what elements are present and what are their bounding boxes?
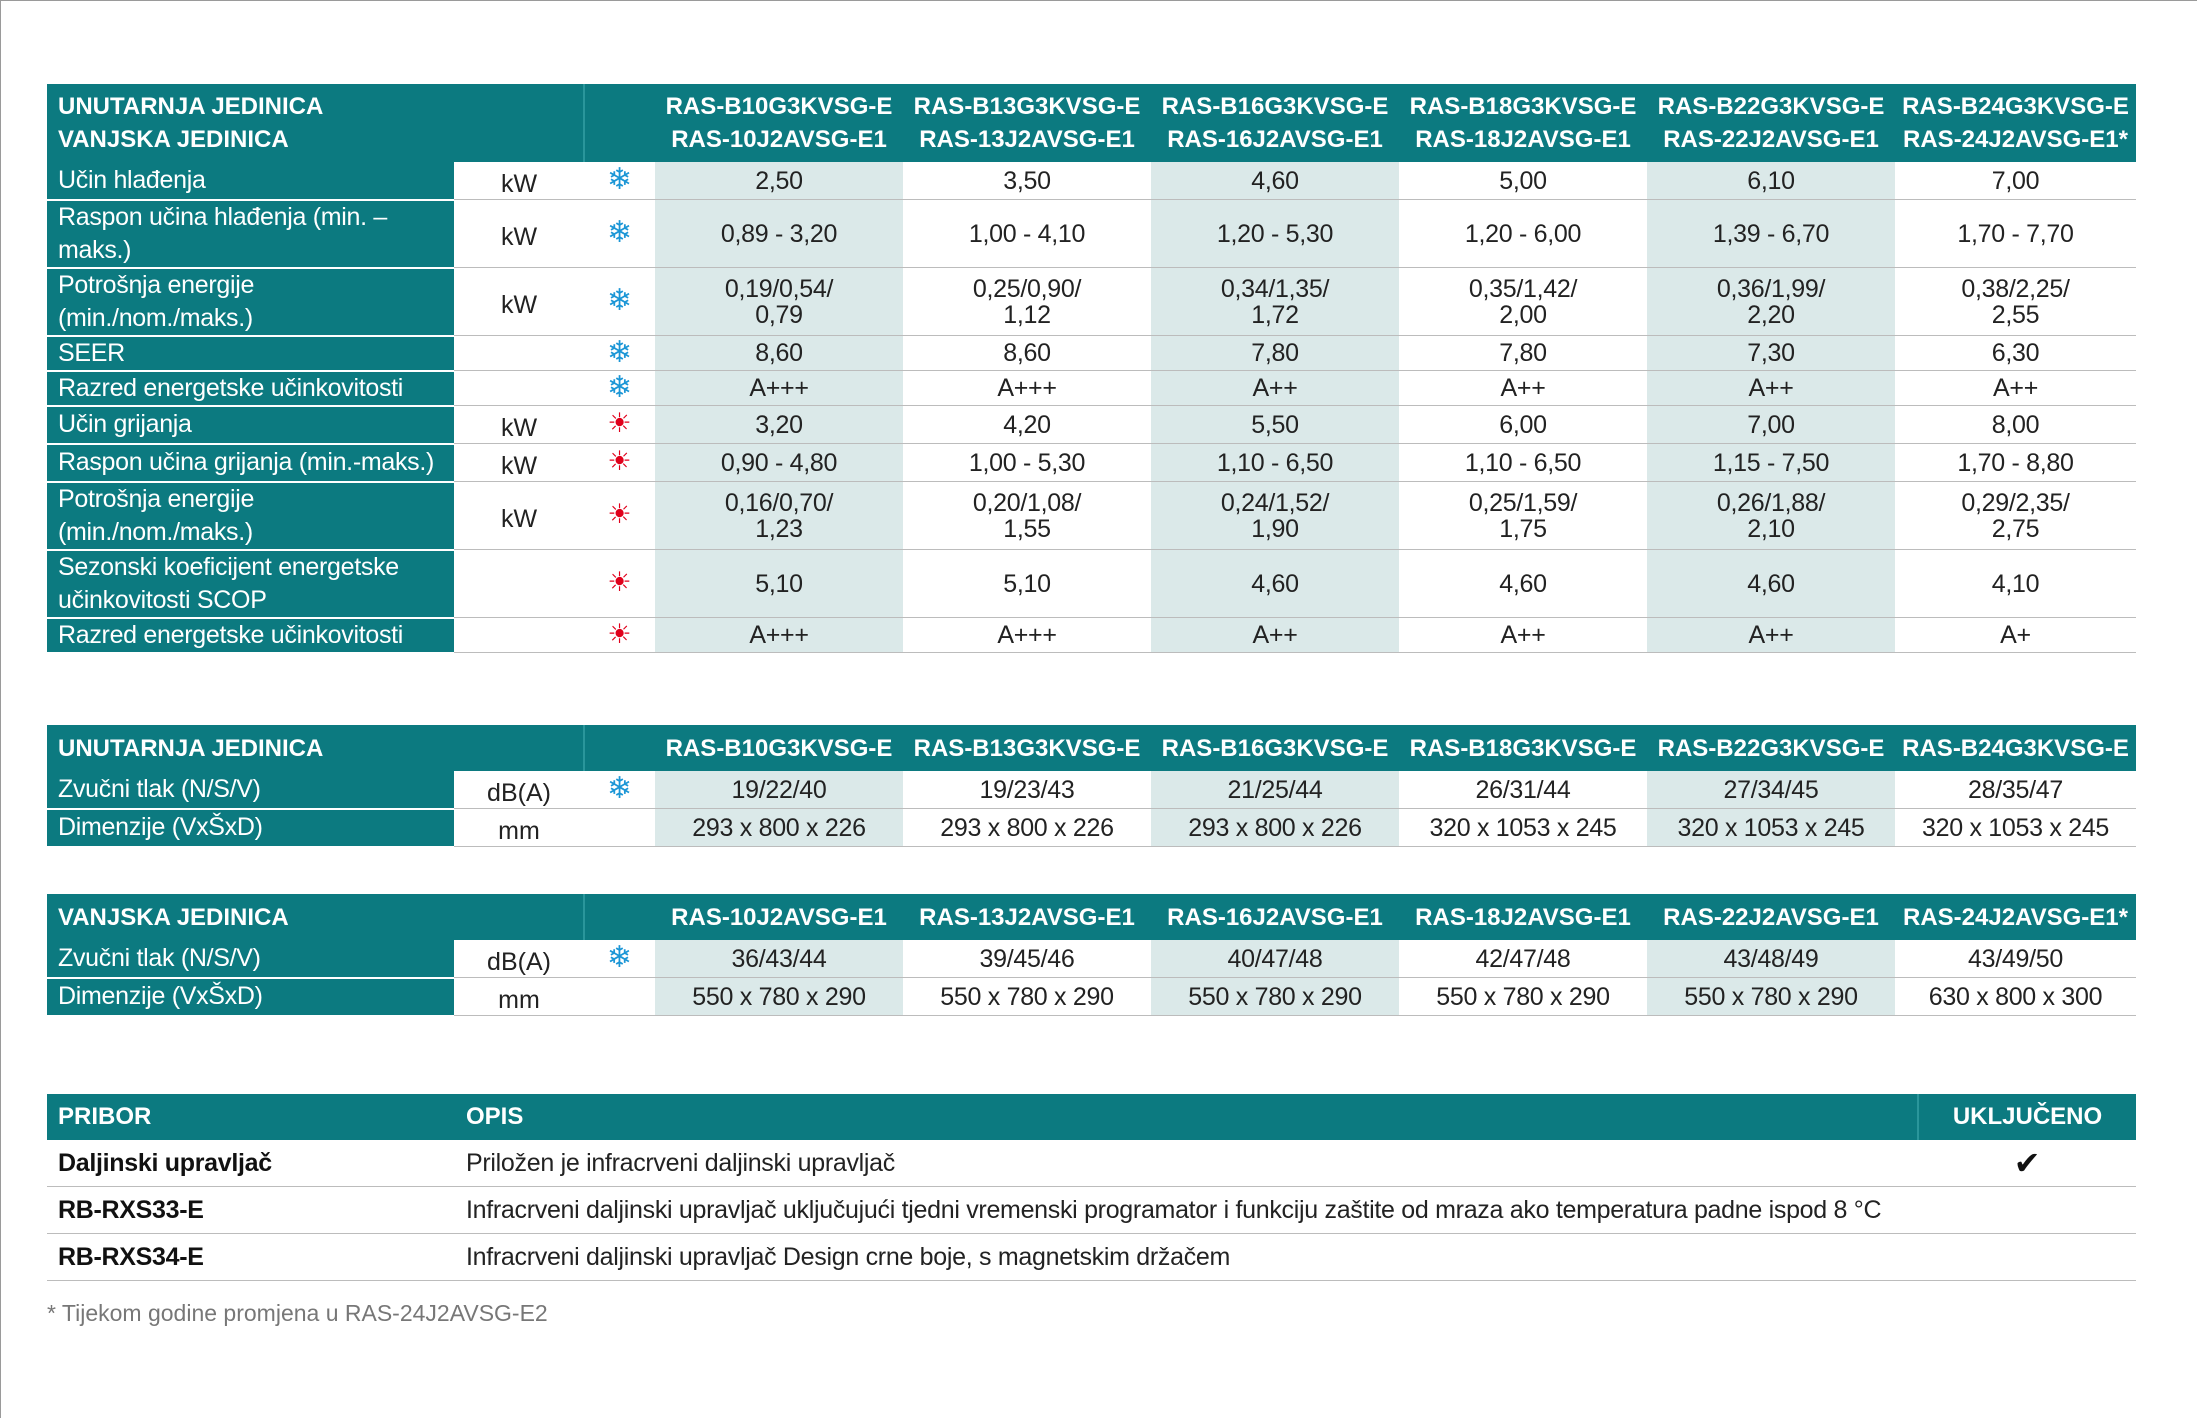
value-cell: 0,36/1,99/ 2,20 xyxy=(1647,268,1895,336)
sun-icon: ☀ xyxy=(607,446,632,476)
value-cell: 1,20 - 5,30 xyxy=(1151,200,1399,268)
included-cell-empty xyxy=(1918,1187,2136,1234)
snowflake-icon: ❄ xyxy=(606,216,633,249)
value-cell: A+++ xyxy=(655,618,903,653)
value-cell: 8,60 xyxy=(903,336,1151,371)
value-cell: 21/25/44 xyxy=(1151,771,1399,809)
row-mode-icon-cell xyxy=(584,771,655,809)
value-cell: A++ xyxy=(1399,371,1647,406)
row-unit: mm xyxy=(454,809,584,847)
value-cell: 0,25/1,59/ 1,75 xyxy=(1399,482,1647,550)
model-header: RAS-22J2AVSG-E1 xyxy=(1647,894,1895,940)
table-row xyxy=(47,371,2136,406)
row-label: Potrošnja energije (min./nom./maks.) xyxy=(47,482,454,550)
value-cell: 550 x 780 x 290 xyxy=(1399,978,1647,1016)
table-row xyxy=(47,940,2136,978)
snowflake-icon: ❄ xyxy=(606,941,633,974)
row-unit: kW xyxy=(454,406,584,444)
value-cell: 0,19/0,54/ 0,79 xyxy=(655,268,903,336)
model-header: RAS-10J2AVSG-E1 xyxy=(655,894,903,940)
table-row xyxy=(47,162,2136,200)
header-unit-types xyxy=(47,84,584,162)
value-cell: A+++ xyxy=(655,371,903,406)
value-cell: 8,60 xyxy=(655,336,903,371)
value-cell: 3,50 xyxy=(903,162,1151,200)
value-cell: 7,00 xyxy=(1647,406,1895,444)
row-unit: dB(A) xyxy=(454,940,584,978)
row-mode-icon-cell xyxy=(584,162,655,200)
value-cell: 5,10 xyxy=(903,550,1151,618)
value-cell: 2,50 xyxy=(655,162,903,200)
row-mode-icon-cell xyxy=(584,940,655,978)
row-unit xyxy=(454,371,584,406)
row-label: Razred energetske učinkovitosti xyxy=(47,618,454,653)
value-cell: 550 x 780 x 290 xyxy=(903,978,1151,1016)
row-mode-icon-cell xyxy=(584,809,655,847)
accessories-table xyxy=(47,1094,2136,1281)
model-header: RAS-B22G3KVSG-E RAS-22J2AVSG-E1 xyxy=(1647,84,1895,162)
accessory-description: Infracrveni daljinski upravljač uključujući tjedni vremenski programator i funkciju zaštite od mraza ako temperatura padne ispod 8 °C xyxy=(455,1187,1918,1234)
accessory-row xyxy=(47,1187,2136,1234)
value-cell: 320 x 1053 x 245 xyxy=(1647,809,1895,847)
row-unit: kW xyxy=(454,444,584,482)
row-mode-icon-cell xyxy=(584,482,655,550)
value-cell: A++ xyxy=(1151,371,1399,406)
value-cell: A+ xyxy=(1895,618,2136,653)
accessory-name: RB-RXS34-E xyxy=(47,1234,455,1281)
value-cell: 42/47/48 xyxy=(1399,940,1647,978)
accessory-description: Priložen je infracrveni daljinski upravljač xyxy=(455,1140,1918,1187)
row-label: Razred energetske učinkovitosti xyxy=(47,371,454,406)
value-cell: A++ xyxy=(1647,618,1895,653)
accessory-name: RB-RXS33-E xyxy=(47,1187,455,1234)
row-mode-icon-cell xyxy=(584,550,655,618)
value-cell: 0,34/1,35/ 1,72 xyxy=(1151,268,1399,336)
value-cell: 3,20 xyxy=(655,406,903,444)
value-cell: 550 x 780 x 290 xyxy=(1151,978,1399,1016)
model-header: RAS-13J2AVSG-E1 xyxy=(903,894,1151,940)
value-cell: 6,00 xyxy=(1399,406,1647,444)
model-header: RAS-B24G3KVSG-E RAS-24J2AVSG-E1* xyxy=(1895,84,2136,162)
value-cell: 293 x 800 x 226 xyxy=(1151,809,1399,847)
accessory-description: Infracrveni daljinski upravljač Design crne boje, s magnetskim držačem xyxy=(455,1234,1918,1281)
check-icon: ✔ xyxy=(1918,1140,2136,1187)
row-unit: kW xyxy=(454,200,584,268)
model-header: RAS-B18G3KVSG-E xyxy=(1399,725,1647,771)
row-label: Raspon učina hlađenja (min. – maks.) xyxy=(47,200,454,268)
row-unit: kW xyxy=(454,162,584,200)
value-cell: 19/22/40 xyxy=(655,771,903,809)
value-cell: 28/35/47 xyxy=(1895,771,2136,809)
value-cell: 0,20/1,08/ 1,55 xyxy=(903,482,1151,550)
row-mode-icon-cell xyxy=(584,371,655,406)
value-cell: 550 x 780 x 290 xyxy=(655,978,903,1016)
value-cell: 293 x 800 x 226 xyxy=(903,809,1151,847)
value-cell: 0,25/0,90/ 1,12 xyxy=(903,268,1151,336)
value-cell: 0,24/1,52/ 1,90 xyxy=(1151,482,1399,550)
model-header: RAS-B13G3KVSG-E xyxy=(903,725,1151,771)
model-header: RAS-B22G3KVSG-E xyxy=(1647,725,1895,771)
value-cell: A++ xyxy=(1647,371,1895,406)
value-cell: 4,60 xyxy=(1647,550,1895,618)
value-cell: 1,15 - 7,50 xyxy=(1647,444,1895,482)
row-mode-icon-cell xyxy=(584,444,655,482)
value-cell: 4,60 xyxy=(1399,550,1647,618)
value-cell: 6,30 xyxy=(1895,336,2136,371)
table-header-row xyxy=(47,725,2136,771)
value-cell: 630 x 800 x 300 xyxy=(1895,978,2136,1016)
row-label: Dimenzije (VxŠxD) xyxy=(47,809,454,847)
header-blank xyxy=(584,894,655,940)
model-header: RAS-B13G3KVSG-E RAS-13J2AVSG-E1 xyxy=(903,84,1151,162)
value-cell: 4,20 xyxy=(903,406,1151,444)
row-unit: mm xyxy=(454,978,584,1016)
table-row xyxy=(47,618,2136,653)
row-unit xyxy=(454,550,584,618)
value-cell: 40/47/48 xyxy=(1151,940,1399,978)
row-label: Potrošnja energije (min./nom./maks.) xyxy=(47,268,454,336)
row-unit: kW xyxy=(454,482,584,550)
snowflake-icon: ❄ xyxy=(606,284,633,317)
header-indoor-label: UNUTARNJA JEDINICA xyxy=(47,725,584,771)
value-cell: 43/48/49 xyxy=(1647,940,1895,978)
value-cell: 550 x 780 x 290 xyxy=(1647,978,1895,1016)
value-cell: 43/49/50 xyxy=(1895,940,2136,978)
value-cell: 0,29/2,35/ 2,75 xyxy=(1895,482,2136,550)
value-cell: 0,35/1,42/ 2,00 xyxy=(1399,268,1647,336)
row-mode-icon-cell xyxy=(584,618,655,653)
row-unit: kW xyxy=(454,268,584,336)
model-header: RAS-B18G3KVSG-E RAS-18J2AVSG-E1 xyxy=(1399,84,1647,162)
model-header: RAS-B24G3KVSG-E xyxy=(1895,725,2136,771)
snowflake-icon: ❄ xyxy=(606,772,633,805)
value-cell: 27/34/45 xyxy=(1647,771,1895,809)
table-row xyxy=(47,482,2136,550)
header-blank xyxy=(584,725,655,771)
value-cell: 0,26/1,88/ 2,10 xyxy=(1647,482,1895,550)
value-cell: 1,39 - 6,70 xyxy=(1647,200,1895,268)
table-row xyxy=(47,200,2136,268)
value-cell: 26/31/44 xyxy=(1399,771,1647,809)
value-cell: 4,10 xyxy=(1895,550,2136,618)
value-cell: 7,00 xyxy=(1895,162,2136,200)
value-cell: 5,00 xyxy=(1399,162,1647,200)
table-header-row xyxy=(47,894,2136,940)
value-cell: 1,10 - 6,50 xyxy=(1151,444,1399,482)
spec-table-outdoor xyxy=(47,894,2136,1017)
header-indoor-label: UNUTARNJA JEDINICA xyxy=(58,93,324,120)
value-cell: A++ xyxy=(1399,618,1647,653)
header-outdoor-label: VANJSKA JEDINICA xyxy=(47,894,584,940)
row-label: Dimenzije (VxŠxD) xyxy=(47,978,454,1016)
row-label: SEER xyxy=(47,336,454,371)
table-row xyxy=(47,444,2136,482)
header-accessory: PRIBOR xyxy=(47,1094,455,1140)
snowflake-icon: ❄ xyxy=(606,163,633,196)
value-cell: 1,10 - 6,50 xyxy=(1399,444,1647,482)
value-cell: 4,60 xyxy=(1151,550,1399,618)
row-label: Učin hlađenja xyxy=(47,162,454,200)
model-header: RAS-B16G3KVSG-E RAS-16J2AVSG-E1 xyxy=(1151,84,1399,162)
value-cell: 5,10 xyxy=(655,550,903,618)
row-mode-icon-cell xyxy=(584,978,655,1016)
row-label: Sezonski koeficijent energetske učinkovitosti SCOP xyxy=(47,550,454,618)
value-cell: 293 x 800 x 226 xyxy=(655,809,903,847)
table-row xyxy=(47,771,2136,809)
model-header: RAS-B16G3KVSG-E xyxy=(1151,725,1399,771)
value-cell: 1,00 - 4,10 xyxy=(903,200,1151,268)
spec-table-main xyxy=(47,84,2136,654)
table-row xyxy=(47,550,2136,618)
model-header: RAS-16J2AVSG-E1 xyxy=(1151,894,1399,940)
value-cell: 320 x 1053 x 245 xyxy=(1895,809,2136,847)
table-header-row xyxy=(47,84,2136,162)
snowflake-icon: ❄ xyxy=(606,335,633,369)
value-cell: 0,90 - 4,80 xyxy=(655,444,903,482)
accessory-row xyxy=(47,1234,2136,1281)
table-row xyxy=(47,336,2136,371)
value-cell: 7,30 xyxy=(1647,336,1895,371)
sun-icon: ☀ xyxy=(607,618,632,649)
value-cell: 1,70 - 8,80 xyxy=(1895,444,2136,482)
value-cell: 6,10 xyxy=(1647,162,1895,200)
value-cell: 19/23/43 xyxy=(903,771,1151,809)
sun-icon: ☀ xyxy=(607,567,632,597)
value-cell: A+++ xyxy=(903,618,1151,653)
value-cell: 5,50 xyxy=(1151,406,1399,444)
model-header: RAS-18J2AVSG-E1 xyxy=(1399,894,1647,940)
table-row xyxy=(47,809,2136,847)
model-header: RAS-24J2AVSG-E1* xyxy=(1895,894,2136,940)
value-cell: 1,00 - 5,30 xyxy=(903,444,1151,482)
value-cell: 1,20 - 6,00 xyxy=(1399,200,1647,268)
value-cell: 0,38/2,25/ 2,55 xyxy=(1895,268,2136,336)
table-row xyxy=(47,406,2136,444)
table-row xyxy=(47,268,2136,336)
footnote: * Tijekom godine promjena u RAS-24J2AVSG-E2 xyxy=(47,1300,548,1326)
value-cell: 0,16/0,70/ 1,23 xyxy=(655,482,903,550)
sun-icon: ☀ xyxy=(607,408,632,438)
row-mode-icon-cell xyxy=(584,336,655,371)
header-blank xyxy=(584,84,655,162)
row-mode-icon-cell xyxy=(584,200,655,268)
row-label: Raspon učina grijanja (min.-maks.) xyxy=(47,444,454,482)
row-label: Učin grijanja xyxy=(47,406,454,444)
header-included: UKLJUČENO xyxy=(1918,1094,2136,1140)
header-description: OPIS xyxy=(455,1094,1918,1140)
sun-icon: ☀ xyxy=(607,499,632,529)
accessory-name: Daljinski upravljač xyxy=(47,1140,455,1187)
value-cell: 8,00 xyxy=(1895,406,2136,444)
accessory-row xyxy=(47,1140,2136,1187)
row-mode-icon-cell xyxy=(584,406,655,444)
value-cell: A++ xyxy=(1151,618,1399,653)
value-cell: 36/43/44 xyxy=(655,940,903,978)
row-unit xyxy=(454,618,584,653)
snowflake-icon: ❄ xyxy=(606,370,633,404)
table-header-row xyxy=(47,1094,2136,1140)
value-cell: A++ xyxy=(1895,371,2136,406)
value-cell: A+++ xyxy=(903,371,1151,406)
value-cell: 7,80 xyxy=(1399,336,1647,371)
row-label: Zvučni tlak (N/S/V) xyxy=(47,940,454,978)
header-outdoor-label: VANJSKA JEDINICA xyxy=(58,126,289,153)
row-label: Zvučni tlak (N/S/V) xyxy=(47,771,454,809)
value-cell: 320 x 1053 x 245 xyxy=(1399,809,1647,847)
table-row xyxy=(47,978,2136,1016)
value-cell: 7,80 xyxy=(1151,336,1399,371)
model-header: RAS-B10G3KVSG-E RAS-10J2AVSG-E1 xyxy=(655,84,903,162)
value-cell: 1,70 - 7,70 xyxy=(1895,200,2136,268)
model-header: RAS-B10G3KVSG-E xyxy=(655,725,903,771)
value-cell: 39/45/46 xyxy=(903,940,1151,978)
value-cell: 4,60 xyxy=(1151,162,1399,200)
row-unit: dB(A) xyxy=(454,771,584,809)
spec-table-indoor xyxy=(47,725,2136,848)
row-unit xyxy=(454,336,584,371)
row-mode-icon-cell xyxy=(584,268,655,336)
value-cell: 0,89 - 3,20 xyxy=(655,200,903,268)
included-cell-empty xyxy=(1918,1234,2136,1281)
